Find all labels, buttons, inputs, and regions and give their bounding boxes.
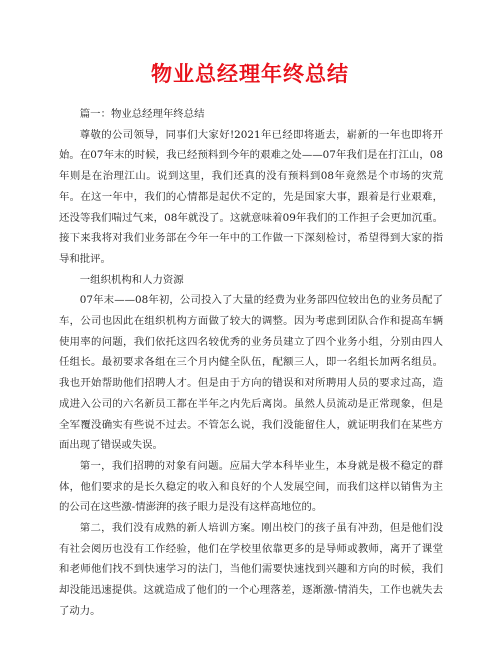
body-paragraph: 第一，我们招聘的对象有问题。应届大学本科毕业生，本身就是极不稳定的群体，他们要求的是长久稳定的收入和良好的个人发展空间，而我们这样以销售为主的公司在这些激-情澎湃的孩子眼力是没有这样高地位的。 (59, 459, 443, 514)
document-title: 物业总经理年终总结 (151, 61, 349, 86)
document-body (59, 104, 443, 622)
body-paragraph: 07年末——08年初，公司投入了大量的经费为业务部四位较出色的业务员配了车，公司也因此在组织机构方面做了较大的调整。因为考虑到团队合作和提高车辆使用率的问题，我们依托这四名较优秀的业务员建立了四个业务小组，分别由四人任组长。最初要求各组在三个月内健全队伍，配额三人，即一名组长加两名组员。我也开始帮助他们招聘人才。但是由于方向的错误和对所聘用人员的要求过高，造成进入公司的六名新员工都在半年之内先后离岗。虽然人员流动是正常现象，但是全军覆没确实有些说不过去。不管怎么说，我们没能留住人，就证明我们在某些方面出现了错误或失误。 (59, 294, 443, 452)
article-heading: 篇一：物业总经理年终总结 (79, 108, 205, 120)
body-paragraph: 第二，我们没有成熟的新人培训方案。刚出校门的孩子虽有冲劲，但是他们没有社会阅历也没有工作经验，他们在学校里依靠更多的是导师或教师，离开了课堂和老师他们找不到快速学习的法门，当他们需要快速找到兴趣和方向的时候，我们却没能迅速提供。这就造成了他们的一个心理落差，逐渐激-情消失，工作也就失去了动力。 (59, 522, 443, 617)
intro-paragraph: 尊敬的公司领导，同事们大家好!2021年已经即将逝去，崭新的一年也即将开始。在07年末的时候，我已经预料到今年的艰难之处——07年我们是在打江山，08年则是在治理江山。说到这里，我们还真的没有预料到08年竟然是个市场的灾荒年。在这一年中，我们的心情都是起伏不定的，先是国家大事，跟着是行业艰难，还没等我们喘过气来，08年就没了。这就意味着09年我们的工作担子会更加沉重。接下来我将对我们业务部在今年一年中的工作做一下深刻检讨，希望得到大家的指导和批评。 (59, 128, 443, 265)
section-heading: 一组织机构和人力资源 (79, 273, 184, 286)
